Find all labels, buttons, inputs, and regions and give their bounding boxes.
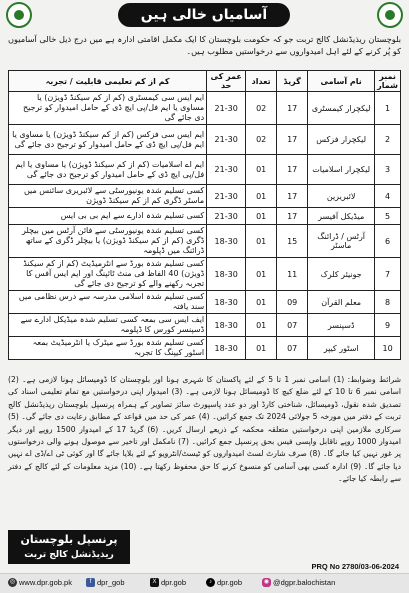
footer-x[interactable] xyxy=(150,578,186,587)
post-count: 01 xyxy=(246,337,277,360)
instagram-handle[interactable]: @dgpr.balochistan xyxy=(273,578,336,587)
age-limit: 18-30 xyxy=(207,225,246,258)
table-header-row xyxy=(9,71,401,92)
age-limit: 18-30 xyxy=(207,337,246,360)
age-limit: 21-30 xyxy=(207,125,246,155)
post-grade: 17 xyxy=(277,155,308,185)
table-row xyxy=(9,291,401,314)
row-number: 7 xyxy=(375,258,401,291)
table-row xyxy=(9,337,401,360)
page-title: آسامیاں خالی ہیں xyxy=(118,3,290,27)
footer-facebook[interactable] xyxy=(86,578,125,587)
footer-instagram[interactable] xyxy=(262,578,335,587)
intro-text: بلوچستان ریذیڈنشل کالج تربت جو کہ حکومت بلوچستان کا ایک مکمل اقامتی ادارہ ہے میں درج ذیل خالی آسامیوں کو پُر کرنے کے لئے اہل امیدواروں سے درخواستیں مطلوب ہیں۔ xyxy=(8,34,401,56)
age-limit: 18-30 xyxy=(207,258,246,291)
qualification: کسی تسلیم شدہ بورڈ سے میٹرک یا انٹرمیڈیٹ بمعہ اسٹور کیپنگ کا تجربہ xyxy=(9,337,207,360)
table-row xyxy=(9,155,401,185)
post-title: لیکچرار کیمسٹری xyxy=(308,92,375,125)
post-count: 02 xyxy=(246,92,277,125)
footer xyxy=(0,573,409,593)
post-grade: 07 xyxy=(277,337,308,360)
x-icon: X xyxy=(150,578,159,587)
tiktok-handle[interactable]: dpr.gob xyxy=(217,578,243,587)
post-count: 01 xyxy=(246,225,277,258)
balochistan-logo-icon xyxy=(6,2,32,28)
qualification: کسی تسلیم شدہ بورڈ سے انٹرمیڈیٹ (کم از کم سیکنڈ ڈویژن) 40 الفاظ فی منٹ ٹائپنگ اور ایم ایس آفس کا تجربہ رکھنے والے کو ترجیح دی جائے گی xyxy=(9,258,207,291)
qualification: کسی تسلیم شدہ یونیورسٹی سے لائبریری سائنس میں ماسٹر ڈگری کم از کم سیکنڈ ڈویژن xyxy=(9,185,207,208)
post-title: معلم القرآن xyxy=(308,291,375,314)
age-limit: 21-30 xyxy=(207,155,246,185)
age-limit: 21-30 xyxy=(207,92,246,125)
post-title: اسٹور کیپر xyxy=(308,337,375,360)
college-logo-icon xyxy=(377,2,403,28)
post-grade: 17 xyxy=(277,185,308,208)
post-grade: 15 xyxy=(277,225,308,258)
qualification: کسی تسلیم شدہ ادارے سے ایم بی بی ایس xyxy=(9,208,207,225)
facebook-icon: f xyxy=(86,578,95,587)
post-grade: 07 xyxy=(277,314,308,337)
table-row xyxy=(9,314,401,337)
post-title: جونیئر کلرک xyxy=(308,258,375,291)
post-title: ڈسپنسر xyxy=(308,314,375,337)
web-icon: ◎ xyxy=(9,579,16,585)
post-grade: 17 xyxy=(277,92,308,125)
post-title: میڈیکل آفیسر xyxy=(308,208,375,225)
vacancies-table xyxy=(8,70,401,360)
header-count: تعداد xyxy=(246,71,277,92)
header-title: نام آسامی xyxy=(308,71,375,92)
row-number: 9 xyxy=(375,314,401,337)
row-number: 2 xyxy=(375,125,401,155)
header xyxy=(0,0,409,32)
post-count: 01 xyxy=(246,185,277,208)
age-limit: 21-30 xyxy=(207,185,246,208)
post-title: آرٹس / ڈرائنگ ماسٹر xyxy=(308,225,375,258)
table-row xyxy=(9,258,401,291)
post-count: 01 xyxy=(246,258,277,291)
row-number: 4 xyxy=(375,185,401,208)
row-number: 1 xyxy=(375,92,401,125)
tiktok-icon: ♪ xyxy=(206,578,215,587)
signature-block xyxy=(8,530,130,564)
post-count: 01 xyxy=(246,291,277,314)
qualification: کسی تسلیم شدہ اسلامی مدرسہ سے درس نظامی میں سند یافتہ xyxy=(9,291,207,314)
qualification: کسی تسلیم شدہ یونیورسٹی سے فائن آرٹس میں بیچلر ڈگری (کم از کم سیکنڈ ڈویژن) یا بیچلر ڈگری کے ساتھ ڈرائنگ میں ڈپلومہ xyxy=(9,225,207,258)
table-row xyxy=(9,225,401,258)
header-age: عمر کی حد xyxy=(207,71,246,92)
signature-line-2: ریذیڈنشل کالج تربت xyxy=(24,550,114,560)
header-grade: گریڈ xyxy=(277,71,308,92)
footer-website[interactable] xyxy=(8,578,72,587)
post-grade: 11 xyxy=(277,258,308,291)
table-row xyxy=(9,208,401,225)
row-number: 3 xyxy=(375,155,401,185)
terms-and-conditions: شرائط وضوابط: (1) اسامی نمبر 1 تا 5 کے لئے پاکستان کا شہری ہونا اور بلوچستان کا ڈومیسائل ہونا لازمی ہے۔ (2) اسامی نمبر 6 تا 10 کے لئے ضلع کیچ کا ڈومیسائل ہونا لازمی ہے۔ (3) امیدوار اپنی درخواستیں مع تمام تعلیمی اسناد کی تصدیق شدہ نقول، ڈومیسائل، شناختی کارڈ اور دو عدد پاسپورٹ سائز تصاویر کے ہمراہ پرنسپل بلوچستان ریذیڈنشل کالج تربت کے دفتر میں مورخہ 5 جولائی 2024 تک جمع کرائیں۔ (4) عمر کی حد میں قواعد کے مطابق رعایت دی جائے گی۔ (5) سرکاری ملازمین اپنی درخواستیں متعلقہ محکمہ کے ذریعے ارسال کریں۔ (6) گریڈ 17 کے امیدوار 1500 روپے اور دیگر امیدوار 1000 روپے ناقابل واپسی فیس بحق پرنسپل جمع کرائیں۔ (7) نامکمل اور تاخیر سے موصول ہونے والی درخواستوں پر غور نہیں کیا جائے گا۔ (8) صرف شارٹ لسٹ امیدواروں کو ٹیسٹ/انٹرویو کے لئے بلایا جائے گا اور کوئی ٹی اے/ڈی اے نہیں دیا جائے گا۔ (9) ادارہ کسی بھی آسامی کو منسوخ کرنے کا حق محفوظ رکھتا ہے۔ (10) مزید معلومات کے لئے کالج کے دفتر سے رابطہ کیا جائے۔ xyxy=(8,375,402,484)
facebook-handle[interactable]: dpr_gob xyxy=(97,578,125,587)
post-count: 02 xyxy=(246,125,277,155)
row-number: 10 xyxy=(375,337,401,360)
post-title: لیکچرار اسلامیات xyxy=(308,155,375,185)
age-limit: 21-30 xyxy=(207,208,246,225)
qualification: ایم اے اسلامیات (کم از کم سیکنڈ ڈویژن) یا مساوی یا ایم فل/پی ایچ ڈی کے حامل امیدوار کو ترجیح دی جائے گی xyxy=(9,155,207,185)
qualification: ایم ایس سی کیمسٹری (کم از کم سیکنڈ ڈویژن) یا مساوی یا ایم فل/پی ایچ ڈی کے حامل امیدوار کو ترجیح دی جائے گی xyxy=(9,92,207,125)
post-count: 01 xyxy=(246,314,277,337)
post-count: 01 xyxy=(246,208,277,225)
post-title: لیکچرار فزکس xyxy=(308,125,375,155)
post-grade: 17 xyxy=(277,208,308,225)
website-link[interactable]: www.dpr.gob.pk xyxy=(19,578,72,587)
age-limit: 18-30 xyxy=(207,291,246,314)
prq-number: PRQ No 2780/03-06-2024 xyxy=(311,562,399,571)
row-number: 8 xyxy=(375,291,401,314)
signature-line-1: پرنسپل بلوچستان xyxy=(20,533,118,546)
row-number: 6 xyxy=(375,225,401,258)
header-qual: کم از کم تعلیمی قابلیت / تجربہ xyxy=(9,71,207,92)
post-count: 01 xyxy=(246,155,277,185)
table-row xyxy=(9,125,401,155)
table-row xyxy=(9,92,401,125)
age-limit: 18-30 xyxy=(207,314,246,337)
post-grade: 17 xyxy=(277,125,308,155)
x-handle[interactable]: dpr.gob xyxy=(161,578,187,587)
post-grade: 09 xyxy=(277,291,308,314)
footer-tiktok[interactable] xyxy=(206,578,242,587)
table-row xyxy=(9,185,401,208)
header-no: نمبر شمار xyxy=(375,71,401,92)
qualification: ایف ایس سی بمعہ کسی تسلیم شدہ میڈیکل ادارے سے ڈسپنسر کورس کا ڈپلومہ xyxy=(9,314,207,337)
qualification: ایم ایس سی فزکس (کم از کم سیکنڈ ڈویژن) یا مساوی یا ایم فل/پی ایچ ڈی کے حامل امیدوار کو ترجیح دی جائے گی xyxy=(9,125,207,155)
post-title: لائبریرین xyxy=(308,185,375,208)
row-number: 5 xyxy=(375,208,401,225)
instagram-icon: ◉ xyxy=(263,579,270,585)
